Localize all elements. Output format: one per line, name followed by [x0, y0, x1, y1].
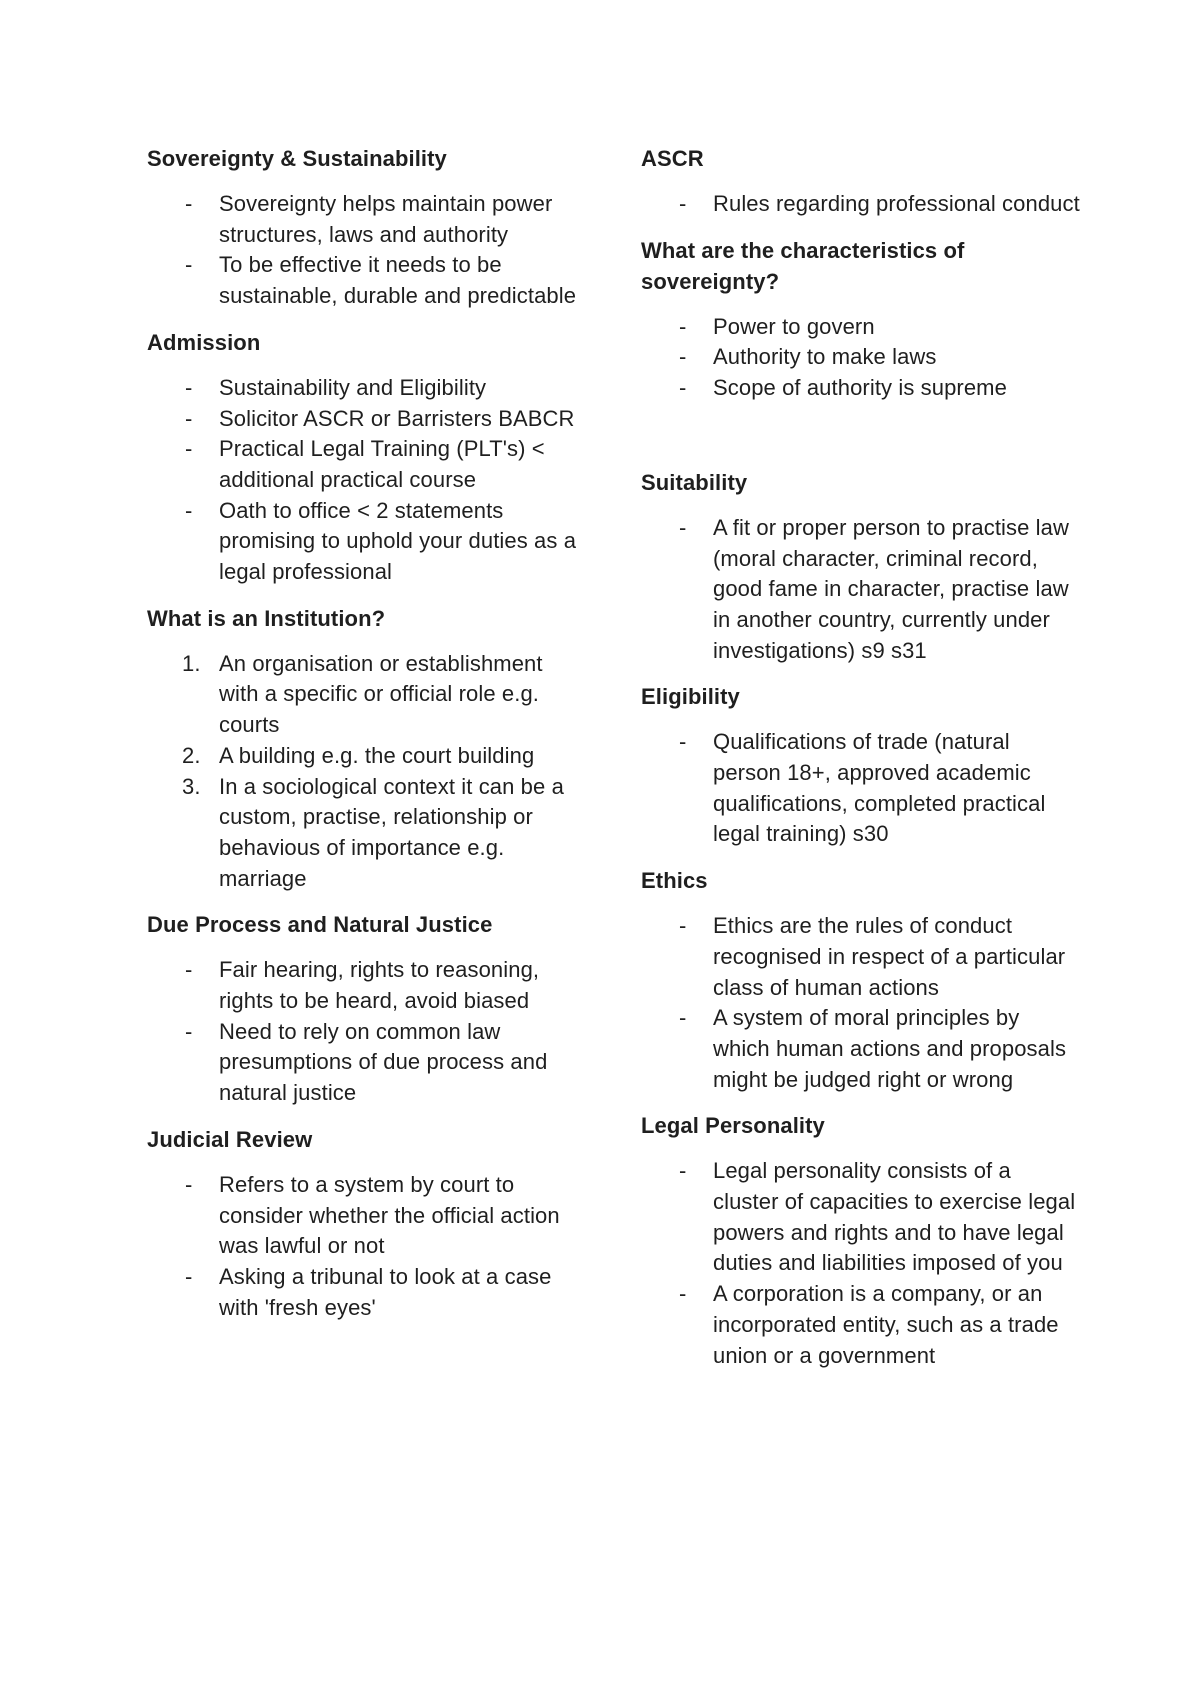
- section-due-process: [147, 909, 587, 1109]
- list-item-text: Solicitor ASCR or Barristers BABCR: [219, 405, 575, 431]
- dash-marker: -: [679, 1281, 687, 1307]
- list-item: [147, 434, 587, 495]
- dash-marker: -: [679, 1158, 687, 1184]
- section-heading: Judicial Review: [147, 1126, 313, 1152]
- dash-marker: -: [679, 1005, 687, 1031]
- list-item: [641, 911, 1081, 1003]
- section-institution: [147, 603, 587, 895]
- list-item: [147, 404, 587, 435]
- list-item: [641, 1279, 1081, 1371]
- dash-marker: -: [185, 957, 193, 983]
- list-item: [641, 189, 1081, 220]
- section-heading: Legal Personality: [641, 1113, 825, 1139]
- list-item-text: Qualifications of trade (natural person 18+, approved academic qualifications, completed practical legal training) s30: [713, 729, 1046, 847]
- bullet-list: [641, 312, 1081, 404]
- list-item: [641, 312, 1081, 343]
- right-column: [641, 143, 1081, 1386]
- section-heading: Sovereignty & Sustainability: [147, 146, 447, 171]
- section-suitability: [641, 467, 1081, 667]
- bullet-list: [147, 373, 587, 588]
- list-item-text: A building e.g. the court building: [219, 742, 535, 768]
- list-item: [641, 513, 1081, 667]
- list-item: [641, 373, 1081, 404]
- section-heading: ASCR: [641, 146, 704, 171]
- list-item-text: Asking a tribunal to look at a case with 'fresh eyes': [219, 1263, 552, 1320]
- list-item: [147, 955, 587, 1016]
- section-heading: Due Process and Natural Justice: [147, 912, 493, 938]
- list-item-text: Need to rely on common law presumptions of due process and natural justice: [219, 1018, 548, 1106]
- dash-marker: -: [679, 514, 687, 540]
- list-item-text: A fit or proper person to practise law (moral character, criminal record, good fame in character, practise law in another country, currently under investigations) s9 s31: [713, 514, 1069, 663]
- blank-spacer: [641, 419, 1081, 467]
- dash-marker: -: [185, 436, 193, 462]
- list-item: [641, 342, 1081, 373]
- dash-marker: -: [185, 1263, 193, 1289]
- bullet-list: [641, 189, 1081, 220]
- section-admission: [147, 327, 587, 588]
- numbered-list: [147, 649, 587, 895]
- dash-marker: -: [185, 374, 193, 400]
- dash-marker: -: [185, 191, 193, 216]
- list-item: [147, 1170, 587, 1262]
- list-item-text: Scope of authority is supreme: [713, 375, 1007, 401]
- list-item-text: Authority to make laws: [713, 344, 937, 370]
- list-item: [147, 189, 587, 250]
- bullet-list: [641, 727, 1081, 850]
- section-heading: Ethics: [641, 868, 708, 894]
- dash-marker: -: [185, 252, 193, 278]
- dash-marker: -: [185, 1171, 193, 1197]
- list-item: [147, 373, 587, 404]
- section-heading: Eligibility: [641, 684, 740, 710]
- bullet-list: [147, 189, 587, 312]
- number-marker: 2.: [182, 742, 201, 768]
- section-eligibility: [641, 681, 1081, 850]
- list-item: [641, 1156, 1081, 1279]
- list-item-text: Sovereignty helps maintain power structures, laws and authority: [219, 191, 553, 247]
- section-ethics: [641, 865, 1081, 1095]
- dash-marker: -: [679, 191, 687, 216]
- list-item: [147, 1017, 587, 1109]
- section-legal-personality: [641, 1110, 1081, 1371]
- section-heading: Admission: [147, 329, 261, 355]
- list-item-text: Ethics are the rules of conduct recognised in respect of a particular class of human actions: [713, 913, 1066, 1000]
- list-item-text: A corporation is a company, or an incorporated entity, such as a trade union or a government: [713, 1281, 1059, 1368]
- list-item-text: A system of moral principles by which human actions and proposals might be judged right or wrong: [713, 1005, 1067, 1092]
- section-ascr: [641, 143, 1081, 220]
- list-item-text: Power to govern: [713, 313, 875, 339]
- list-item-text: Sustainability and Eligibility: [219, 374, 487, 400]
- left-column: [147, 143, 587, 1338]
- list-item-text: To be effective it needs to be sustainable, durable and predictable: [219, 252, 577, 309]
- section-heading: What are the characteristics of sovereignty?: [641, 237, 965, 294]
- dash-marker: -: [185, 497, 193, 523]
- list-item-text: Practical Legal Training (PLT's) < additional practical course: [219, 436, 545, 492]
- bullet-list: [641, 513, 1081, 667]
- list-item: [147, 1262, 587, 1323]
- dash-marker: -: [679, 913, 687, 939]
- section-judicial-review: [147, 1124, 587, 1324]
- list-item-text: Oath to office < 2 statements promising to uphold your duties as a legal professional: [219, 497, 577, 585]
- dash-marker: -: [679, 344, 687, 370]
- list-item: [147, 741, 587, 772]
- section-heading: What is an Institution?: [147, 605, 386, 631]
- list-item: [641, 727, 1081, 850]
- section-sovereignty-sustainability: [147, 143, 587, 312]
- bullet-list: [641, 1156, 1081, 1371]
- section-characteristics: [641, 235, 1081, 404]
- dash-marker: -: [679, 313, 687, 339]
- list-item: [147, 649, 587, 741]
- bullet-list: [147, 955, 587, 1109]
- list-item-text: Fair hearing, rights to reasoning, rights to be heard, avoid biased: [219, 957, 540, 1014]
- number-marker: 3.: [182, 773, 201, 799]
- section-heading: Suitability: [641, 469, 748, 495]
- list-item-text: Legal personality consists of a cluster of capacities to exercise legal powers and rights and to have legal duties and liabilities imposed of you: [713, 1158, 1076, 1276]
- bullet-list: [147, 1170, 587, 1324]
- list-item: [641, 1003, 1081, 1095]
- bullet-list: [641, 911, 1081, 1095]
- list-item: [147, 772, 587, 895]
- dash-marker: -: [679, 375, 687, 401]
- dash-marker: -: [185, 1018, 193, 1044]
- list-item: [147, 496, 587, 588]
- list-item: [147, 250, 587, 311]
- list-item-text: Refers to a system by court to consider whether the official action was lawful or not: [219, 1171, 560, 1259]
- dash-marker: -: [679, 729, 687, 755]
- list-item-text: Rules regarding professional conduct: [713, 191, 1080, 216]
- dash-marker: -: [185, 405, 193, 431]
- list-item-text: An organisation or establishment with a specific or official role e.g. courts: [219, 650, 543, 738]
- number-marker: 1.: [182, 650, 201, 676]
- list-item-text: In a sociological context it can be a custom, practise, relationship or behavious of importance e.g. marriage: [219, 773, 564, 891]
